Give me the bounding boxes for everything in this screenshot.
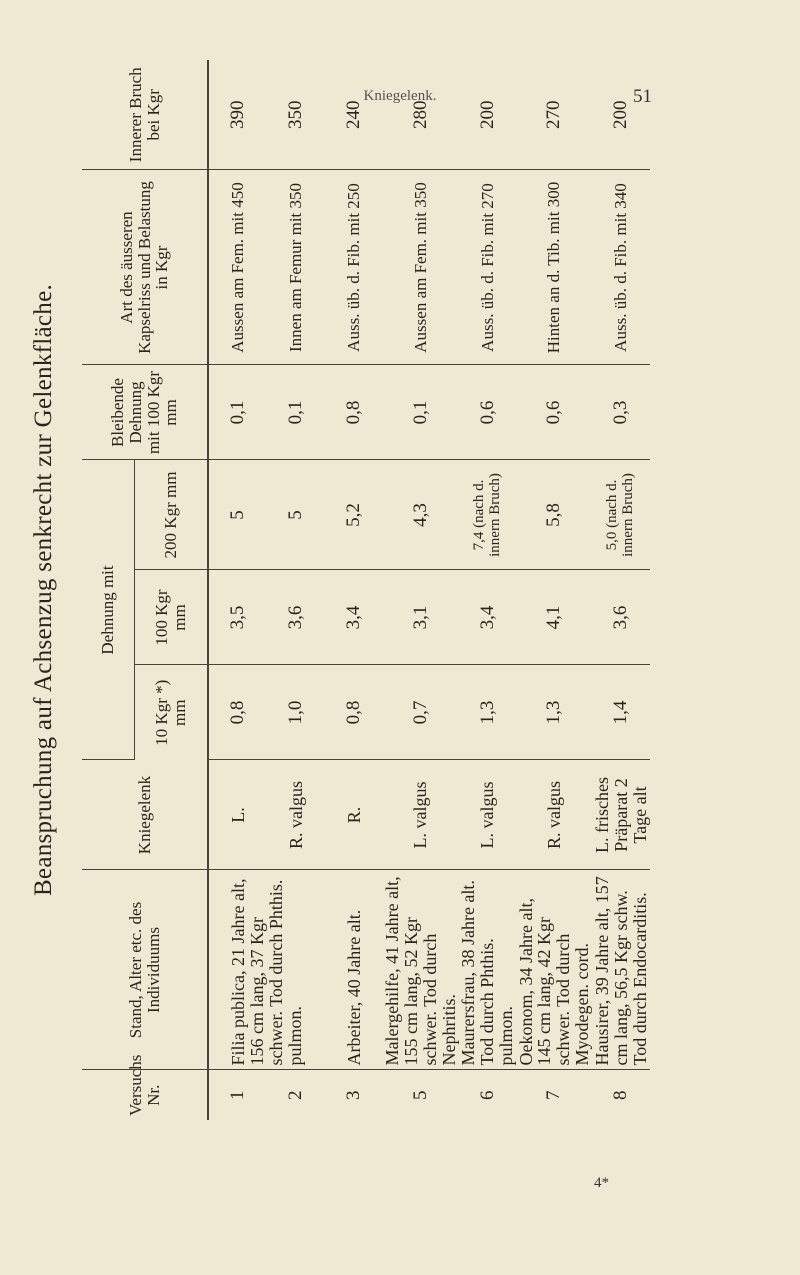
header-knie: Kniegelenk xyxy=(82,760,208,870)
cell-knie: L. valgus xyxy=(459,760,517,870)
cell-bruch: 240 xyxy=(325,60,383,170)
cell-bleibend: 0,8 xyxy=(325,365,383,460)
cell-bruch: 200 xyxy=(459,60,517,170)
cell-d200: 5 xyxy=(267,460,325,570)
header-bruch: Innerer Bruch bei Kgr xyxy=(82,60,208,170)
table-row xyxy=(517,60,593,1120)
cell-nr: 3 xyxy=(343,1090,365,1100)
cell-d100: 4,1 xyxy=(517,570,593,665)
cell-person: Oekonom, 34 Jahre alt, 145 cm lang, 42 Kgr schwer. Tod durch Myodegen. cord. xyxy=(517,870,593,1070)
cell-kapsel: Auss. üb. d. Fib. mit 270 xyxy=(459,170,517,365)
cell-kapsel: Innen am Femur mit 350 xyxy=(267,170,325,365)
cell-bruch: 270 xyxy=(517,60,593,170)
header-kapsel: Art des äusseren Kapselriss und Belastung in Kgr xyxy=(82,170,208,365)
cell-knie: R. xyxy=(325,760,383,870)
header-nr: Versuchs Nr. xyxy=(82,1070,208,1120)
cell-person: Malergehilfe, 41 Jahre alt, 155 cm lang, 52 Kgr schwer. Tod durch Nephritis. xyxy=(383,870,459,1070)
cell-d10: 1,3 xyxy=(459,665,517,760)
cell-d200: 5,8 xyxy=(517,460,593,570)
table-caption: Beanspruchung auf Achsenzug senkrecht zur Gelenkfläche. xyxy=(30,283,57,897)
cell-nr: 5 xyxy=(409,1090,431,1100)
printer-signature: 4* xyxy=(594,1175,609,1191)
cell-d100: 3,4 xyxy=(325,570,383,665)
data-table xyxy=(82,60,650,1120)
header-person: Stand, Alter etc. des Individuums xyxy=(82,870,208,1070)
cell-kapsel: Aussen am Fem. mit 450 xyxy=(208,170,267,365)
cell-bleibend: 0,1 xyxy=(383,365,459,460)
cell-nr: 8 xyxy=(610,1090,632,1100)
cell-person: Filia publica, 21 Jahre alt, 156 cm lang, 37 Kgr schwer. Tod durch Phthis. pulmon. xyxy=(208,870,325,1070)
cell-d200: 4,3 xyxy=(383,460,459,570)
cell-d200: 7,4 (nach d. innern Bruch) xyxy=(459,460,517,570)
cell-bleibend: 0,6 xyxy=(517,365,593,460)
running-head: Kniegelenk. xyxy=(363,88,437,104)
cell-nr: 6 xyxy=(476,1090,498,1100)
cell-d10: 0,8 xyxy=(325,665,383,760)
cell-d100: 3,6 xyxy=(592,570,650,665)
cell-knie: R. valgus xyxy=(517,760,593,870)
cell-nr: 2 xyxy=(285,1090,307,1100)
table-row xyxy=(592,60,650,1120)
cell-bruch: 200 xyxy=(592,60,650,170)
cell-d200: 5,0 (nach d. innern Bruch) xyxy=(592,460,650,570)
table-row xyxy=(325,60,383,1120)
cell-person: Hausirer, 39 Jahre alt, 157 cm lang, 56,5 Kgr schw. Tod durch Endocarditis. xyxy=(592,870,650,1070)
cell-d100: 3,4 xyxy=(459,570,517,665)
cell-bruch: 390 xyxy=(208,60,267,170)
header-d10: 10 Kgr *) mm xyxy=(135,665,209,760)
cell-d100: 3,5 xyxy=(208,570,267,665)
cell-bleibend: 0,1 xyxy=(208,365,267,460)
cell-kapsel: Hinten an d. Tib. mit 300 xyxy=(517,170,593,365)
header-d200: 200 Kgr mm xyxy=(135,460,209,570)
cell-kapsel: Aussen am Fem. mit 350 xyxy=(383,170,459,365)
table-row xyxy=(383,60,459,1120)
cell-d10: 1,4 xyxy=(592,665,650,760)
cell-d100: 3,1 xyxy=(383,570,459,665)
cell-knie: L. frisches Präparat 2 Tage alt xyxy=(592,760,650,870)
cell-kapsel: Auss. üb. d. Fib. mit 340 xyxy=(592,170,650,365)
cell-d10: 1,0 xyxy=(267,665,325,760)
header-d100: 100 Kgr mm xyxy=(135,570,209,665)
table-row xyxy=(208,60,267,1120)
cell-d100: 3,6 xyxy=(267,570,325,665)
cell-d10: 0,7 xyxy=(383,665,459,760)
cell-bleibend: 0,3 xyxy=(592,365,650,460)
cell-person: Maurersfrau, 38 Jahre alt. Tod durch Phthis. pulmon. xyxy=(459,870,517,1070)
page-number: 51 xyxy=(633,86,652,107)
cell-nr: 1 xyxy=(208,1070,267,1120)
cell-knie: R. valgus xyxy=(267,760,325,870)
cell-d200: 5,2 xyxy=(325,460,383,570)
cell-bleibend: 0,6 xyxy=(459,365,517,460)
cell-d200: 5 xyxy=(208,460,267,570)
cell-knie: L. xyxy=(208,760,267,870)
cell-person: Arbeiter, 40 Jahre alt. xyxy=(325,870,383,1070)
cell-knie: L. valgus xyxy=(383,760,459,870)
cell-d10: 0,8 xyxy=(208,665,267,760)
cell-bleibend: 0,1 xyxy=(267,365,325,460)
cell-kapsel: Auss. üb. d. Fib. mit 250 xyxy=(325,170,383,365)
cell-bruch: 350 xyxy=(267,60,325,170)
cell-bruch: 280 xyxy=(383,60,459,170)
cell-d10: 1,3 xyxy=(517,665,593,760)
cell-nr: 7 xyxy=(543,1090,565,1100)
header-dehnung-group: Dehnung mit xyxy=(82,460,135,760)
header-bleibend: Bleibende Dehnung mit 100 Kgr mm xyxy=(82,365,208,460)
table-row xyxy=(459,60,517,1120)
